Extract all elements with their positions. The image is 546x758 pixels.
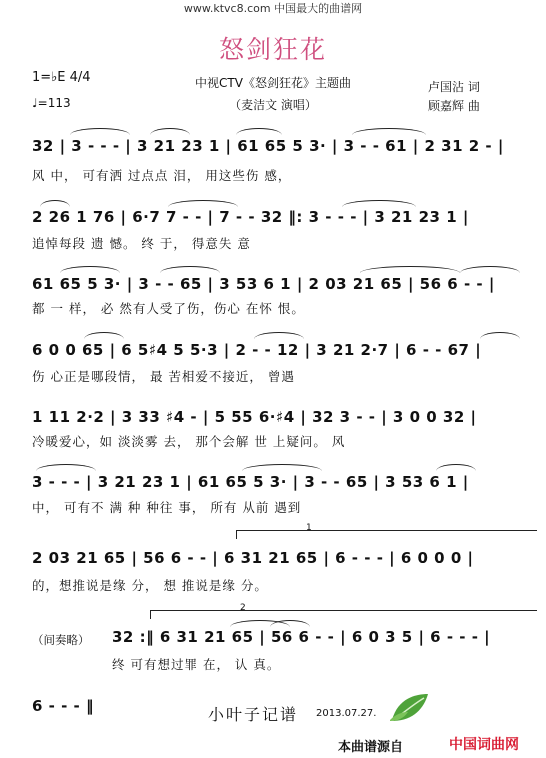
tie-mark [352, 128, 426, 135]
score-line-3-notes: 61 65 5 3· | 3 - - 65 | 3 53 6 1 | 2 03 21 65 | 56 6 - - | [32, 275, 495, 293]
leaf-icon [388, 690, 432, 724]
tie-mark [160, 266, 220, 273]
score-line-5-notes: 1 11 2·2 | 3 33 ♯4 - | 5 55 6·♯4 | 32 3 - - | 3 0 0 32 | [32, 408, 477, 426]
score-line-6-notes: 3 - - - | 3 21 23 1 | 61 65 5 3· | 3 - - 65 | 3 53 6 1 | [32, 473, 469, 491]
score-line-7-lyrics: 的，想推说是缘 分， 想 推说是缘 分。 [32, 578, 268, 593]
lyricist-credit: 卢国沾 词 [428, 80, 480, 94]
tie-mark [342, 200, 416, 207]
slur-mark [360, 266, 460, 273]
slur-mark [150, 128, 190, 135]
tie-mark [168, 200, 238, 207]
interlude-note: （间奏略） [32, 633, 90, 647]
score-line-2-notes: 2 26 1 76 | 6·7 7 - - | 7 - - 32 ‖: 3 - - - | 3 21 23 1 | [32, 208, 469, 226]
score-line-3-lyrics: 都 一 样， 必 然有人受了伤，伤心 在怀 恨。 [32, 301, 305, 316]
song-title: 怒剑狂花 [218, 35, 327, 64]
key-signature: 1=♭E 4/4 [32, 70, 91, 85]
slur-mark [40, 200, 70, 207]
tempo-marking: ♩=113 [32, 96, 71, 110]
singer-credit: （麦洁文 演唱） [229, 98, 317, 112]
tie-mark [70, 128, 130, 135]
volta-number-1: 1 [306, 523, 312, 533]
composer-credit: 顾嘉辉 曲 [428, 99, 480, 113]
song-subtitle: 中视CTV《怒剑狂花》主题曲 [195, 76, 351, 90]
score-line-1-notes: 32 | 3 - - - | 3 21 23 1 | 61 65 5 3· | 3 - - 61 | 2 31 2 - | [32, 137, 504, 155]
score-line-4-notes: 6 0 0 65 | 6 5♯4 5 5·3 | 2 - - 12 | 3 21 2·7 | 6 - - 67 | [32, 341, 482, 359]
score-line-8-lyrics: 终 可有想过罪 在， 认 真。 [112, 657, 281, 672]
score-line-8-notes: 32 :‖ 6 31 21 65 | 56 6 - - | 6 0 3 5 | 6 - - - | [112, 628, 491, 646]
tie-mark [36, 464, 96, 471]
score-line-9-notes: 6 - - - ‖ [32, 697, 95, 715]
score-line-4-lyrics: 伤 心正是哪段情， 最 苦相爱不接近， 曾遇 [32, 369, 295, 384]
source-site-link[interactable]: 中国词曲网 [449, 737, 519, 753]
tie-mark [270, 620, 310, 627]
score-line-1-lyrics: 风 中， 可有洒 过点点 泪， 用这些伤 感， [32, 168, 292, 183]
volta-bracket-1 [236, 530, 537, 539]
slur-mark [84, 332, 124, 339]
transcriber-signature: 小叶子记谱 [208, 705, 299, 724]
transcription-date: 2013.07.27. [316, 708, 377, 719]
slur-mark [236, 128, 282, 135]
score-line-7-notes: 2 03 21 65 | 56 6 - - | 6 31 21 65 | 6 - - - | 6 0 0 0 | [32, 549, 474, 567]
tie-mark [460, 266, 520, 273]
score-line-2-lyrics: 追悼每段 遗 憾。 终 于， 得意失 意 [32, 236, 251, 251]
slur-mark [60, 266, 120, 273]
slur-mark [480, 332, 520, 339]
tie-mark [254, 332, 304, 339]
score-line-6-lyrics: 中， 可有不 满 种 种往 事， 所有 从前 遇到 [32, 500, 302, 515]
source-label: 本曲谱源自 [338, 740, 404, 755]
slur-mark [242, 464, 322, 471]
volta-bracket-2 [150, 610, 537, 619]
slur-mark [436, 464, 476, 471]
score-line-5-lyrics: 冷暖爱心，如 淡淡雾 去， 那个会解 世 上疑问。 风 [32, 434, 346, 449]
site-banner: www.ktvc8.com 中国最大的曲谱网 [183, 2, 363, 15]
volta-number-2: 2 [240, 603, 246, 613]
